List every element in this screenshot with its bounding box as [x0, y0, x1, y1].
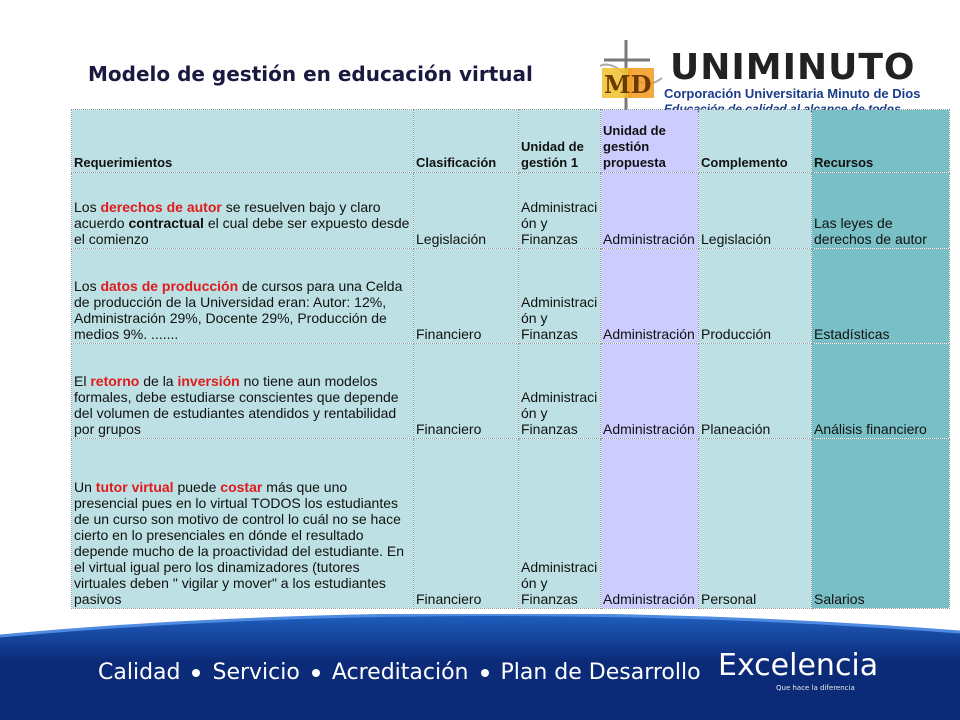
highlight-text: datos de producción [100, 278, 239, 294]
cell-unidad-1: Administración y Finanzas [519, 344, 601, 439]
body-text: puede [173, 479, 221, 495]
header-complemento: Complemento [699, 110, 812, 173]
bullet-icon [312, 669, 320, 677]
cell-clasificacion: Financiero [414, 439, 519, 609]
excelencia-logo [718, 648, 879, 692]
cell-complemento: Personal [699, 439, 812, 609]
cell-complemento: Planeación [699, 344, 812, 439]
footer-item-plan: Plan de Desarrollo [500, 660, 701, 685]
cell-requerimiento [72, 439, 414, 609]
cell-clasificacion: Financiero [414, 249, 519, 344]
cell-requerimiento [72, 344, 414, 439]
excelencia-tagline: Que hace la diferencia [776, 684, 855, 692]
cell-requerimiento [72, 173, 414, 249]
cell-unidad-1: Administración y Finanzas [519, 173, 601, 249]
body-text: Los [74, 199, 101, 215]
cell-unidad-propuesta: Administración [601, 439, 699, 609]
body-text: Un [74, 479, 96, 495]
cell-complemento: Legislación [699, 173, 812, 249]
cell-recursos: Análisis financiero [812, 344, 950, 439]
footer-item-calidad: Calidad [98, 660, 181, 685]
body-text: de la [139, 373, 178, 389]
bullet-icon [192, 669, 200, 677]
header-requerimientos: Requerimientos [72, 110, 414, 173]
table-row [72, 344, 950, 439]
body-text: se resuelven bajo y claro acuerdo [74, 199, 381, 231]
logo-name: UNIMINUTO [670, 47, 916, 88]
cell-unidad-propuesta: Administración [601, 173, 699, 249]
logo-mark: MD [604, 70, 652, 99]
table-row [72, 173, 950, 249]
highlight-text: derechos de autor [100, 199, 222, 215]
bold-text: contractual [128, 215, 204, 231]
header-unidad-propuesta: Unidad de gestión propuesta [601, 110, 699, 173]
cell-clasificacion: Financiero [414, 344, 519, 439]
table-row [72, 249, 950, 344]
body-text: el cual debe ser expuesto desde el comienzo [74, 215, 410, 247]
footer-item-acreditacion: Acreditación [331, 660, 469, 685]
bullet-icon [481, 669, 489, 677]
footer-slogans [98, 660, 701, 685]
header-unidad-1: Unidad de gestión 1 [519, 110, 601, 173]
cell-unidad-1: Administración y Finanzas [519, 439, 601, 609]
requirements-table [71, 109, 950, 609]
header-clasificacion: Clasificación [414, 110, 519, 173]
cell-unidad-propuesta: Administración [601, 249, 699, 344]
table-header-row [72, 110, 950, 173]
highlight-text: inversión [177, 373, 240, 389]
cell-unidad-1: Administración y Finanzas [519, 249, 601, 344]
uniminuto-logo [598, 38, 950, 120]
body-text: más que uno presencial pues en lo virtual TODOS los estudiantes de un curso son motivo de control lo cuál no se hace cierto en lo presenciales en dónde el resultado depende mucho de la proactividad del estudiante. En el virtual igual pero los dinamizadores (tutores virtuales deben " vigilar y mover" a los estudiantes pasivos [74, 479, 405, 607]
logo-line1: Corporación Universitaria Minuto de Dios [664, 86, 921, 101]
cell-recursos: Estadísticas [812, 249, 950, 344]
cell-requerimiento [72, 249, 414, 344]
slide-title: Modelo de gestión en educación virtual [88, 62, 533, 86]
excelencia-wordmark: Excelencia [718, 648, 879, 683]
header-recursos: Recursos [812, 110, 950, 173]
body-text: de cursos para una Celda de producción de la Universidad eran: Autor: 12%, Administración 29%, Docente 29%, Producción de medios 9%. ....... [74, 278, 403, 342]
cell-complemento: Producción [699, 249, 812, 344]
footer-item-servicio: Servicio [212, 660, 300, 685]
cell-recursos: Salarios [812, 439, 950, 609]
cell-recursos: Las leyes de derechos de autor [812, 173, 950, 249]
cell-clasificacion: Legislación [414, 173, 519, 249]
highlight-text: costar [220, 479, 263, 495]
table-row [72, 439, 950, 609]
body-text: El [74, 373, 91, 389]
body-text: Los [74, 278, 101, 294]
body-text: no tiene aun modelos formales, debe estudiarse conscientes que depende del volumen de estudiantes atendidos y rentabilidad por grupos [74, 373, 399, 437]
highlight-text: tutor virtual [95, 479, 174, 495]
highlight-text: retorno [90, 373, 140, 389]
cell-unidad-propuesta: Administración [601, 344, 699, 439]
